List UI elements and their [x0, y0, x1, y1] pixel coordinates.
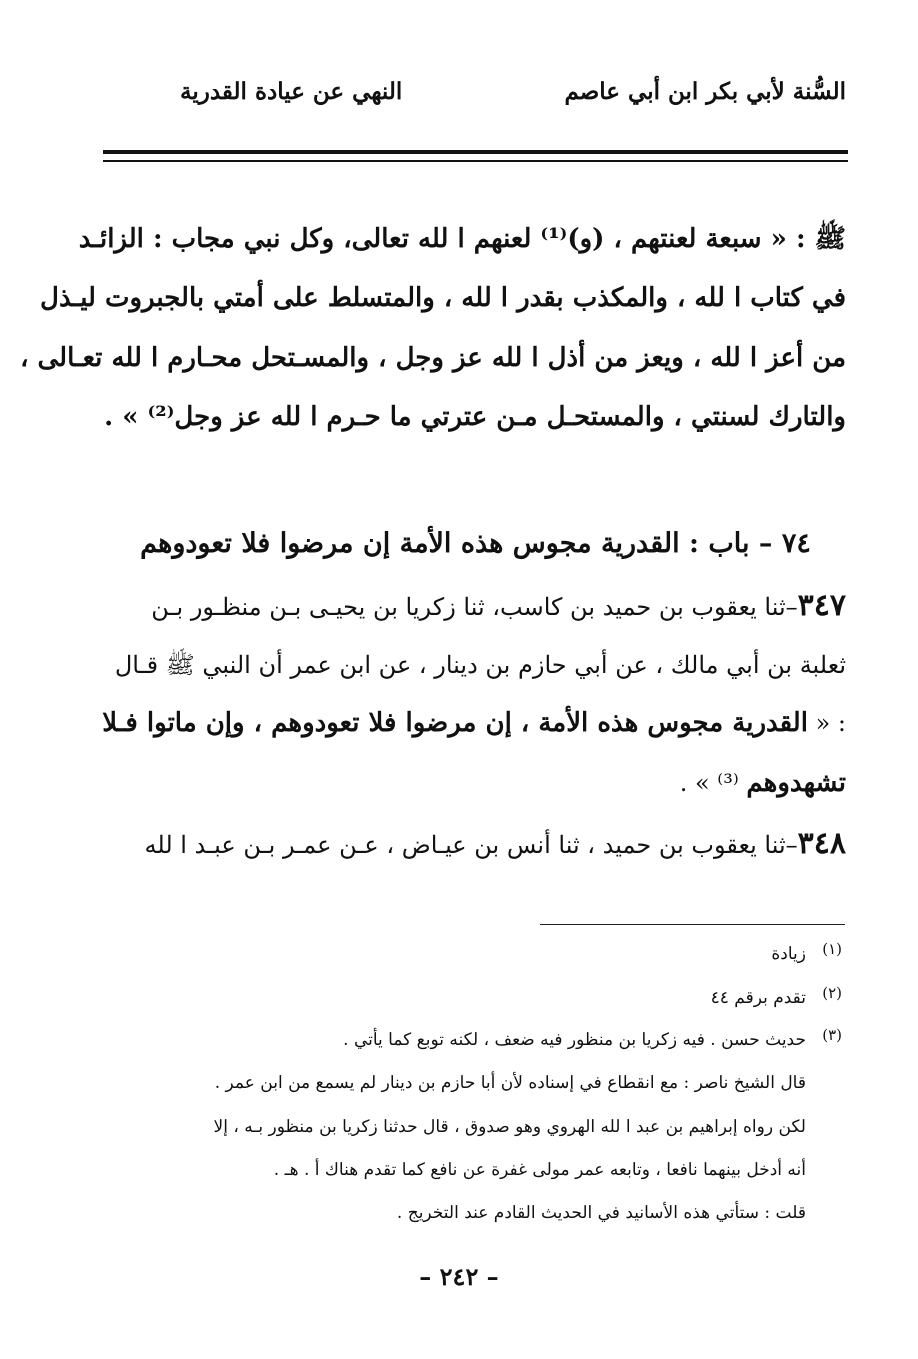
footnote-2: تقدم برقم ٤٤ — [710, 988, 806, 1008]
chapter-heading: ٧٤ – باب : القدرية مجوس هذه الأمة إن مرضوا فلا تعودوهم — [140, 528, 811, 559]
hadith-matn-end: تشهدوهم — [746, 768, 846, 798]
quote-close: ⁽³⁾ » . — [679, 769, 739, 797]
header-rule-thin — [103, 160, 848, 162]
text-line-3: من أعز ا لله ، ويعز من أذل ا لله عز وجل ، والمسـتحل محـارم ا لله تعـالى ، — [20, 343, 846, 373]
hadith-347-line-4 — [680, 768, 846, 798]
text-line-2: في كتاب ا لله ، والمكذب بقدر ا لله ، والمتسلط على أمتي بالجبروت ليـذل — [40, 283, 846, 313]
text-line-4: والتارك لسنتي ، والمستحـل مـن عترتي ما حـرم ا لله عز وجل⁽²⁾ » . — [104, 402, 846, 432]
quote-open: : « — [815, 709, 846, 737]
hadith-number: ٣٤٨ — [797, 826, 846, 861]
hadith-347-line-2: ثعلبة بن أبي مالك ، عن أبي حازم بن دينار ، عن ابن عمر أن النبي ﷺ قـال — [114, 651, 846, 679]
footnote-3-continuation: لكن رواه إبراهيم بن عبد ا لله الهروي وهو صدوق ، قال حدثنا زكريا بن منظور بـه ، إلا — [213, 1117, 806, 1137]
running-header-chapter-title: النهي عن عيادة القدرية — [180, 78, 403, 105]
footnote-marker: (٢) — [822, 984, 842, 1002]
footnote-marker: (١) — [822, 940, 842, 958]
footnote-marker: (٣) — [822, 1026, 842, 1044]
hadith-text: –ثنا يعقوب بن حميد ، ثنا أنس بن عيـاض ، عـن عمـر بـن عبـد ا لله — [144, 831, 798, 859]
running-header-book-title: السُّنة لأبي بكر ابن أبي عاصم — [564, 78, 846, 105]
hadith-text: –ثنا يعقوب بن حميد بن كاسب، ثنا زكريا بن يحيـى بـن منظـور بـن — [151, 593, 798, 621]
hadith-347-line-3 — [102, 708, 846, 738]
hadith-347-line-1 — [151, 588, 846, 623]
footnote-3-continuation: قلت : ستأتي هذه الأسانيد في الحديث القادم عند التخريج . — [396, 1203, 806, 1223]
hadith-348-line-1 — [145, 826, 847, 861]
footnote-3: حديث حسن . فيه زكريا بن منظور فيه ضعف ، لكنه توبع كما يأتي . — [343, 1030, 806, 1050]
footnote-3-continuation: أنه أدخل بينهما نافعا ، وتابعه عمر مولى غفرة عن نافع كما تقدم هناك أ . هـ . — [273, 1160, 806, 1180]
footnote-separator — [540, 924, 845, 925]
text-line-1: ﷺ : « سبعة لعنتهم ، (و)⁽¹⁾ لعنهم ا لله تعالى، وكل نبي مجاب : الزائـد — [78, 224, 846, 254]
header-rule-thick — [103, 150, 848, 154]
hadith-matn: القدرية مجوس هذه الأمة ، إن مرضوا فلا تعودوهم ، وإن ماتوا فـلا — [102, 708, 808, 738]
footnote-1: زيادة — [771, 944, 806, 964]
page-number: – ٢٤٢ – — [419, 1262, 499, 1291]
hadith-number: ٣٤٧ — [797, 588, 846, 623]
footnote-3-continuation: قال الشيخ ناصر : مع انقطاع في إسناده لأن أبا حازم بن دينار لم يسمع من ابن عمر . — [214, 1073, 806, 1093]
